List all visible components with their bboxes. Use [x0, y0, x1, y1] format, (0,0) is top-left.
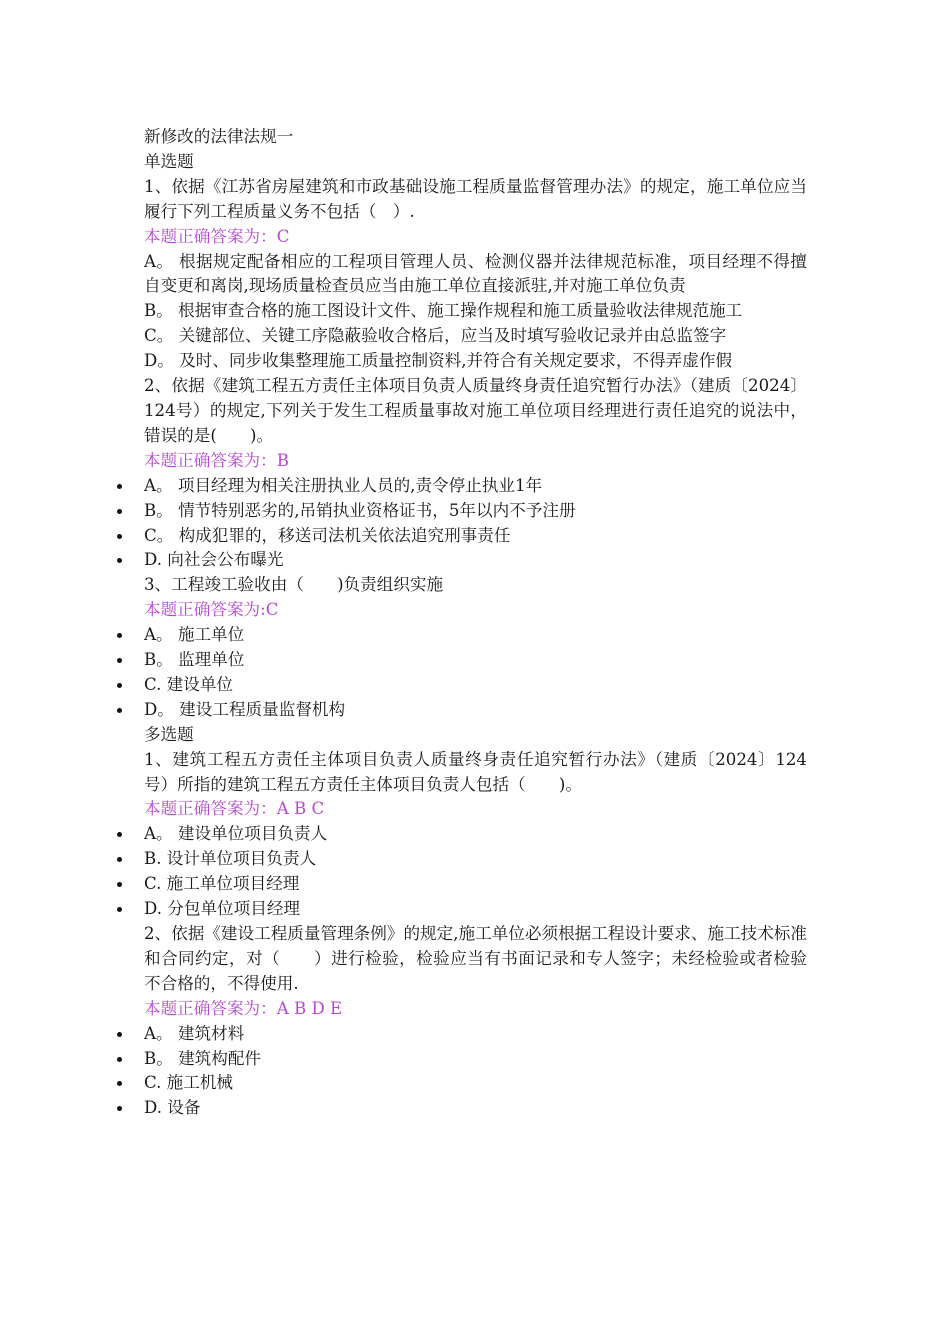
correct-answer: 本题正确答案为：C	[144, 226, 290, 246]
question-stem: 2、依据《建筑工程五方责任主体项目负责人质量终身责任追究暂行办法》（建质〔2024〕124号）的规定,下列关于发生工程质量事故对施工单位项目经理进行责任追究的说法中，错误的是( )。	[144, 376, 807, 445]
option-c: C. 施工单位项目经理	[144, 872, 807, 897]
multi-choice-section	[144, 723, 807, 1122]
question-block	[144, 175, 807, 374]
question-block	[144, 922, 807, 1121]
correct-answer: 本题正确答案为:C	[144, 600, 279, 620]
question-block	[144, 573, 807, 722]
option-a: A。 根据规定配备相应的工程项目管理人员、检测仪器并法律规范标准，项目经理不得擅自变更和离岗,现场质量检查员应当由施工单位直接派驻,并对施工单位负责	[144, 251, 807, 296]
question-block	[144, 748, 807, 922]
section-heading: 单选题	[144, 151, 194, 171]
correct-answer: 本题正确答案为：B	[144, 450, 289, 470]
shade-block	[114, 573, 144, 822]
option-a: A。 建筑材料	[144, 1022, 807, 1047]
option-b: B。 根据审查合格的施工图设计文件、施工操作规程和施工质量验收法律规范施工	[144, 301, 743, 321]
option-b: B。 建筑构配件	[144, 1047, 807, 1072]
doc-title: 新修改的法律法规一	[144, 127, 294, 146]
option-d: D. 分包单位项目经理	[144, 897, 807, 922]
option-d: D. 设备	[144, 1096, 807, 1121]
correct-answer: 本题正确答案为：A B C	[144, 799, 325, 819]
question-stem: 2、依据《建设工程质量管理条例》的规定,施工单位必须根据工程设计要求、施工技术标准和合同约定，对（ ）进行检验，检验应当有书面记录和专人签字；未经检验或者检验不合格的，不得使用.	[144, 924, 807, 993]
question-stem: 1、建筑工程五方责任主体项目负责人质量终身责任追究暂行办法》（建质〔2024〕124号）所指的建筑工程五方责任主体项目负责人包括（ )。	[144, 749, 807, 794]
option-d: D。 建设工程质量监督机构	[144, 698, 807, 723]
question-block	[144, 374, 807, 573]
option-c: C. 建设单位	[144, 673, 807, 698]
question-stem: 1、依据《江苏省房屋建筑和市政基础设施工程质量监督管理办法》的规定，施工单位应当履行下列工程质量义务不包括（ ）.	[144, 176, 807, 221]
option-a: A。 施工单位	[144, 623, 807, 648]
option-b: B。 情节特别恶劣的,吊销执业资格证书，5年以内不予注册	[144, 499, 807, 524]
question-stem: 3、工程竣工验收由（ )负责组织实施	[144, 575, 444, 595]
option-b: B. 设计单位项目负责人	[144, 847, 807, 872]
single-choice-section	[144, 150, 807, 723]
document-body	[144, 125, 807, 1121]
option-c: C。 构成犯罪的，移送司法机关依法追究刑事责任	[144, 524, 807, 549]
option-d: D. 向社会公布曝光	[144, 548, 807, 573]
section-heading: 多选题	[144, 724, 194, 744]
option-a: A。 建设单位项目负责人	[144, 822, 807, 847]
option-c: C。 关键部位、关键工序隐蔽验收合格后，应当及时填写验收记录并由总监签字	[144, 326, 727, 346]
shade-block	[114, 922, 144, 1220]
correct-answer: 本题正确答案为：A B D E	[144, 998, 343, 1018]
option-a: A。 项目经理为相关注册执业人员的,责令停止执业1年	[144, 474, 807, 499]
option-d: D。 及时、同步收集整理施工质量控制资料,并符合有关规定要求，不得弄虚作假	[144, 351, 733, 371]
option-c: C. 施工机械	[144, 1071, 807, 1096]
option-b: B。 监理单位	[144, 648, 807, 673]
